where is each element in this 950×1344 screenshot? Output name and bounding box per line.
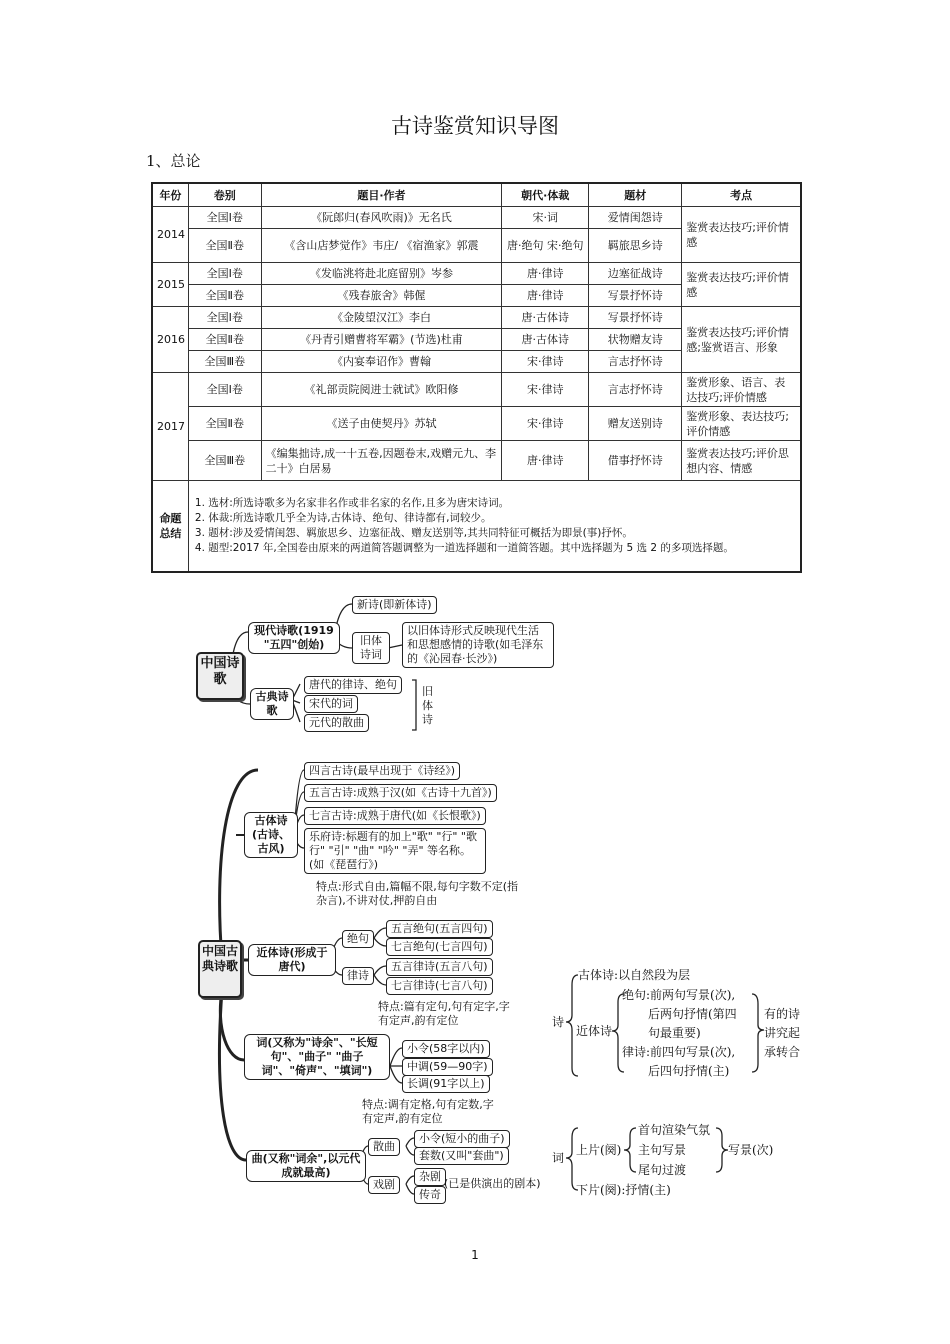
header-cell: 考点 — [682, 183, 801, 207]
node-taoshu: 套数(又叫"套曲") — [414, 1147, 509, 1165]
era-cell: 宋·律诗 — [502, 373, 589, 407]
era-cell: 唐·律诗 — [502, 441, 589, 481]
volume-cell: 全国Ⅰ卷 — [188, 263, 261, 285]
root-node-classical-poetry: 中国古典诗歌 — [198, 940, 242, 998]
side-ci-label: 词 — [552, 1151, 565, 1165]
root-node-chinese-poetry: 中国诗歌 — [196, 652, 244, 700]
node-changdiao: 长调(91字以上) — [402, 1075, 490, 1093]
node-sanqu-xiaoling: 小令(短小的曲子) — [414, 1130, 510, 1148]
header-cell: 题材 — [589, 183, 682, 207]
node-sanqu: 散曲 — [368, 1138, 400, 1156]
summary-line: 1. 选材:所选诗歌多为名家非名作或非名家的名作,且多为唐宋诗词。 — [194, 497, 510, 509]
node-seven-jueju: 七言绝句(七言四句) — [386, 938, 493, 956]
point-cell: 鉴赏形象、表达技巧;评价情感 — [682, 407, 801, 441]
theme-cell: 状物赠友诗 — [589, 329, 682, 351]
volume-cell: 全国Ⅲ卷 — [188, 351, 261, 373]
work-cell: 《丹青引赠曹将军霸》(节选)杜甫 — [261, 329, 502, 351]
era-cell: 唐·古体诗 — [502, 307, 589, 329]
node-xiju: 戏剧 — [368, 1176, 400, 1194]
header-cell: 题目·作者 — [261, 183, 502, 207]
summary-line: 4. 题型:2017 年,全国卷由原来的两道简答题调整为一道选择题和一道简答题。其中选择题为 5 选 2 的多项选择题。 — [194, 542, 734, 554]
node-new-poetry: 新诗(即新体诗) — [352, 596, 437, 614]
node-five-lvshi: 五言律诗(五言八句) — [386, 958, 493, 976]
point-cell: 鉴赏表达技巧;评价情感 — [682, 263, 801, 307]
theme-cell: 羁旅思乡诗 — [589, 229, 682, 263]
work-cell: 《编集拙诗,成一十五卷,因题卷末,戏赠元九、李二十》白居易 — [261, 441, 502, 481]
node-zhongdiao: 中调(59—90字) — [402, 1058, 493, 1076]
point-cell: 鉴赏形象、语言、表达技巧;评价情感 — [682, 373, 801, 407]
work-cell: 《金陵望汉江》李白 — [261, 307, 502, 329]
work-cell: 《礼部贡院阅进士就试》欧阳修 — [261, 373, 502, 407]
note-ancient-features: 特点:形式自由,篇幅不限,每句字数不定(指杂言),不讲对仗,押韵自由 — [316, 880, 518, 907]
work-cell: 《含山店梦觉作》韦庄/ 《宿渔家》郭震 — [261, 229, 502, 263]
node-qu: 曲(又称"词余",以元代成就最高) — [246, 1150, 366, 1182]
node-seven-lvshi: 七言律诗(七言八句) — [386, 977, 493, 995]
node-yuefu-poem: 乐府诗:标题有的加上"歌" "行" "歌行" "引" "曲" "吟" "弄" 等名称。(如《琵琶行》) — [304, 828, 486, 874]
node-xiaoling: 小令(58字以内) — [402, 1040, 490, 1058]
point-cell: 鉴赏表达技巧;评价情感;鉴赏语言、形象 — [682, 307, 801, 373]
side-shi-jin: 近体诗 — [576, 1024, 613, 1038]
theme-cell: 言志抒怀诗 — [589, 351, 682, 373]
node-modern-style-poetry: 近体诗(形成于唐代) — [248, 944, 336, 976]
node-ancient-style-poetry: 古体诗(古诗、古风) — [244, 812, 298, 858]
side-ci-item-2: 主句写景 — [638, 1143, 687, 1157]
node-chuanqi: 传奇 — [414, 1186, 446, 1204]
volume-cell: 全国Ⅰ卷 — [188, 307, 261, 329]
header-cell: 年份 — [152, 183, 188, 207]
note-modern-features: 特点:篇有定句,句有定字,字有定声,韵有定位 — [378, 1000, 510, 1027]
era-cell: 宋·词 — [502, 207, 589, 229]
era-cell: 唐·律诗 — [502, 263, 589, 285]
point-cell: 鉴赏表达技巧;评价思想内容、情感 — [682, 441, 801, 481]
node-classical-poetry: 古典诗歌 — [250, 688, 294, 720]
header-cell: 朝代·体裁 — [502, 183, 589, 207]
side-shi-jue-a: 绝句:前两句写景(次), — [622, 988, 736, 1002]
node-old-style-poetry: 旧体诗词 — [352, 632, 390, 664]
node-tang-poems: 唐代的律诗、绝句 — [304, 676, 402, 694]
node-four-character-poem: 四言古诗(最早出现于《诗经》) — [304, 762, 460, 780]
node-five-jueju: 五言绝句(五言四句) — [386, 920, 493, 938]
work-cell: 《送子由使契丹》苏轼 — [261, 407, 502, 441]
summary-label: 命题总结 — [152, 481, 188, 573]
summary-line: 2. 体裁:所选诗歌几乎全为诗,古体诗、绝句、律诗都有,词较少。 — [194, 512, 492, 524]
side-shi-right-2: 讲究起 — [764, 1026, 801, 1040]
work-cell: 《阮郎归(春风吹雨)》无名氏 — [261, 207, 502, 229]
label-old-style: 旧体诗 — [422, 685, 433, 726]
side-shi-lv-b: 后四句抒情(主) — [648, 1064, 730, 1078]
page-number: 1 — [471, 1248, 479, 1262]
work-cell: 《发临洮将赴北庭留别》岑参 — [261, 263, 502, 285]
volume-cell: 全国Ⅲ卷 — [188, 441, 261, 481]
year-cell: 2014 — [152, 207, 188, 263]
side-ci-item-3: 尾句过渡 — [638, 1163, 687, 1177]
era-cell: 唐·绝句 宋·绝句 — [502, 229, 589, 263]
theme-cell: 写景抒怀诗 — [589, 285, 682, 307]
year-cell: 2016 — [152, 307, 188, 373]
node-five-character-poem: 五言古诗:成熟于汉(如《古诗十九首》) — [304, 784, 497, 802]
note-drama: (已是供演出的剧本) — [444, 1177, 541, 1190]
era-cell: 宋·律诗 — [502, 351, 589, 373]
era-cell: 唐·律诗 — [502, 285, 589, 307]
volume-cell: 全国Ⅰ卷 — [188, 207, 261, 229]
side-ci-upper: 上片(阕) — [576, 1143, 622, 1157]
node-zaju: 杂剧 — [414, 1168, 446, 1186]
theme-cell: 借事抒怀诗 — [589, 441, 682, 481]
work-cell: 《内宴奉诏作》曹翰 — [261, 351, 502, 373]
summary-line: 3. 题材:涉及爱情闺怨、羁旅思乡、边塞征战、赠友送别等,其共同特征可概括为即景(事)抒怀。 — [194, 527, 633, 539]
header-cell: 卷别 — [188, 183, 261, 207]
point-cell: 鉴赏表达技巧;评价情感 — [682, 207, 801, 263]
section-heading: 1、总论 — [146, 152, 201, 170]
page-title: 古诗鉴赏知识导图 — [391, 114, 559, 138]
side-ci-item-1: 首句渲染气氛 — [638, 1123, 711, 1137]
theme-cell: 边塞征战诗 — [589, 263, 682, 285]
year-cell: 2015 — [152, 263, 188, 307]
node-yuan-qu: 元代的散曲 — [304, 714, 369, 732]
theme-cell: 言志抒怀诗 — [589, 373, 682, 407]
volume-cell: 全国Ⅱ卷 — [188, 229, 261, 263]
side-shi-right-3: 承转合 — [764, 1045, 801, 1059]
side-shi-label: 诗 — [552, 1015, 565, 1029]
theme-cell: 赠友送别诗 — [589, 407, 682, 441]
side-shi-lv-a: 律诗:前四句写景(次), — [622, 1045, 736, 1059]
node-seven-character-poem: 七言古诗:成熟于唐代(如《长恨歌》) — [304, 807, 486, 825]
era-cell: 唐·古体诗 — [502, 329, 589, 351]
side-shi-gu: 古体诗:以自然段为层 — [578, 968, 691, 982]
node-old-style-description: 以旧体诗形式反映现代生活和思想感情的诗歌(如毛泽东的《沁园春·长沙》) — [402, 622, 554, 668]
side-shi-jue-c: 句最重要) — [648, 1026, 701, 1040]
year-cell: 2017 — [152, 373, 188, 481]
side-ci-lower: 下片(阕):抒情(主) — [576, 1183, 671, 1197]
volume-cell: 全国Ⅱ卷 — [188, 285, 261, 307]
volume-cell: 全国Ⅱ卷 — [188, 407, 261, 441]
era-cell: 宋·律诗 — [502, 407, 589, 441]
side-shi-right-1: 有的诗 — [764, 1007, 801, 1021]
volume-cell: 全国Ⅱ卷 — [188, 329, 261, 351]
theme-cell: 爱情闺怨诗 — [589, 207, 682, 229]
volume-cell: 全国Ⅰ卷 — [188, 373, 261, 407]
node-lvshi: 律诗 — [342, 967, 374, 985]
node-jueju: 绝句 — [342, 930, 374, 948]
node-song-ci: 宋代的词 — [304, 695, 358, 713]
work-cell: 《残春旅舍》韩偓 — [261, 285, 502, 307]
side-ci-scene: 写景(次) — [728, 1143, 774, 1157]
note-ci-features: 特点:调有定格,句有定数,字有定声,韵有定位 — [362, 1098, 494, 1125]
theme-cell: 写景抒怀诗 — [589, 307, 682, 329]
node-ci: 词(又称为"诗余"、"长短句"、"曲子" "曲子词"、"倚声"、"填词") — [244, 1034, 390, 1080]
node-modern-poetry: 现代诗歌(1919 "五四"创始) — [248, 622, 340, 654]
side-shi-jue-b: 后两句抒情(第四 — [648, 1007, 737, 1021]
